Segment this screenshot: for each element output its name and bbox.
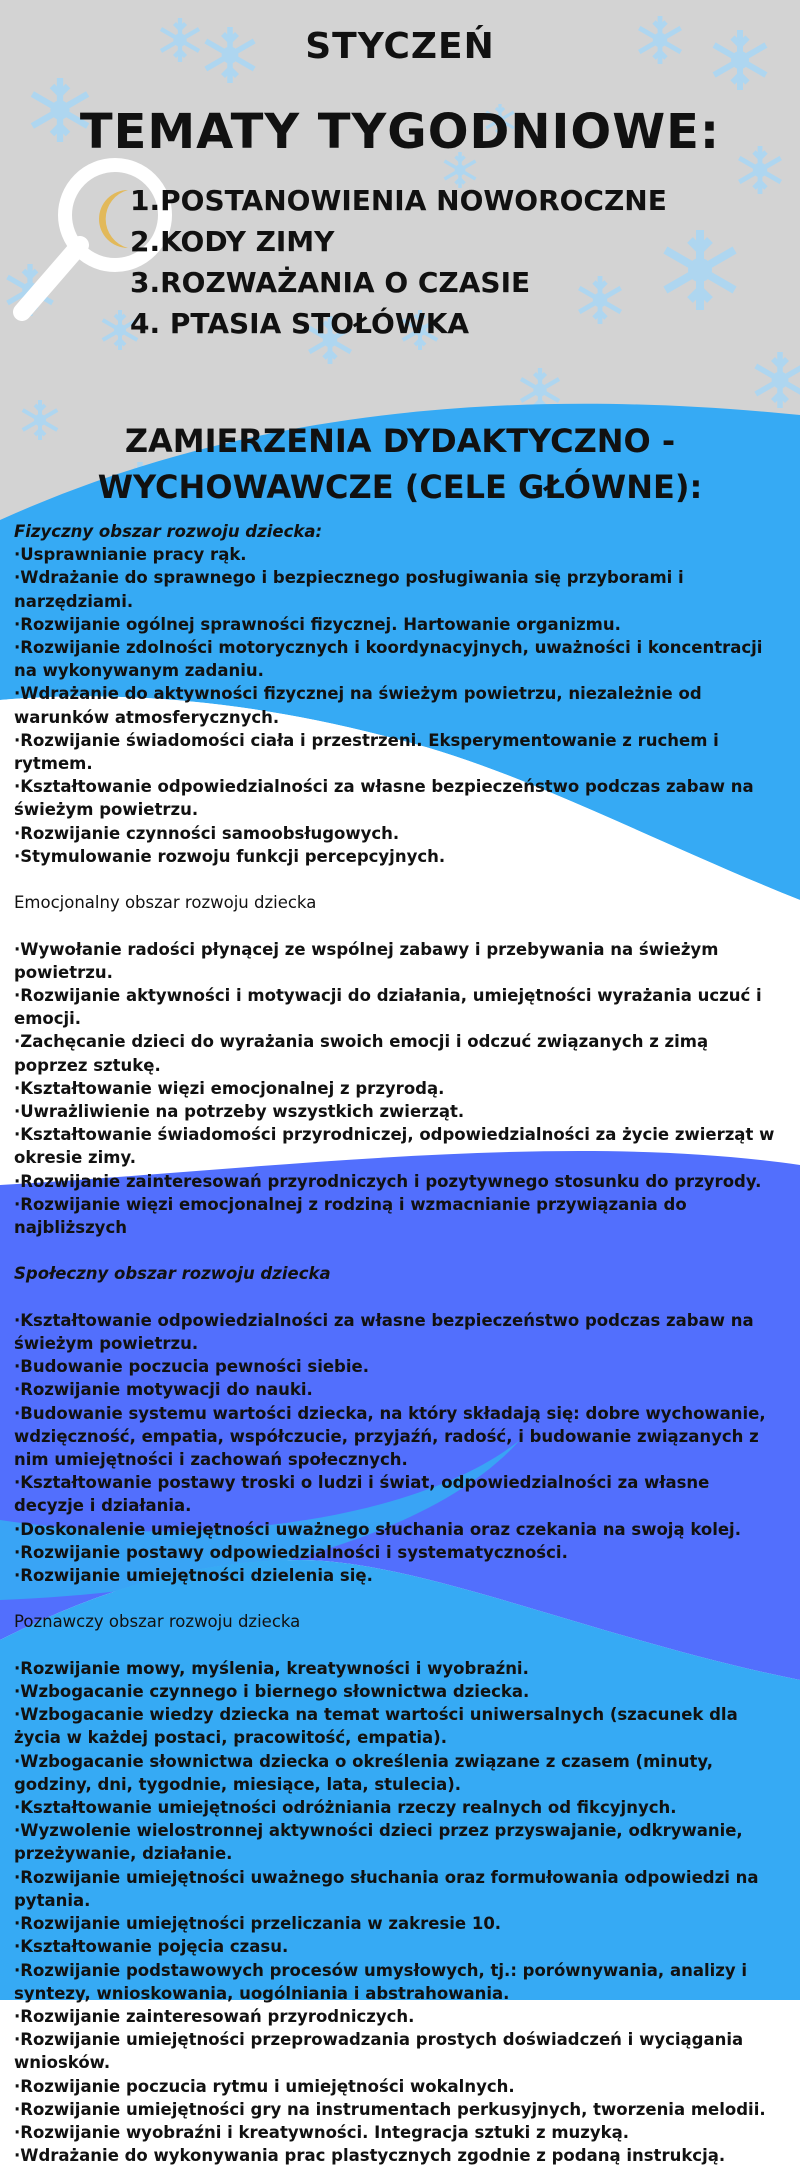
list-item: ·Wywołanie radości płynącej ze wspólnej zabawy i przebywania na świeżym powietrzu.: [14, 939, 719, 982]
list-item: ·Kształtowanie umiejętności odróżniania rzeczy realnych od fikcyjnych.: [14, 1798, 677, 1818]
list-item: ·Rozwijanie wyobraźni i kreatywności. Integracja sztuki z muzyką.: [14, 2122, 629, 2142]
theme-item: 3.ROZWAŻANIA O CZASIE: [130, 266, 531, 299]
list-item: ·Rozwijanie umiejętności uważnego słuchania oraz formułowania odpowiedzi na pytania.: [14, 1867, 759, 1910]
list-item: ·Rozwijanie zainteresowań przyrodniczych i pozytywnego stosunku do przyrody.: [14, 1171, 762, 1191]
list-item: ·Wzbogacanie słownictwa dziecka o określenia związane z czasem (minuty, godziny, dni, tygodnie, miesiące, lata, stulecia).: [14, 1751, 714, 1794]
theme-item: 4. PTASIA STOŁÓWKA: [130, 307, 470, 340]
list-item: ·Stymulowanie rozwoju funkcji percepcyjnych.: [14, 846, 446, 866]
list-item: ·Rozwijanie świadomości ciała i przestrzeni. Eksperymentowanie z ruchem i rytmem.: [14, 730, 719, 774]
physical-section-heading: Fizyczny obszar rozwoju dziecka:: [14, 522, 323, 541]
list-item: ·Wzbogacanie wiedzy dziecka na temat wartości uniwersalnych (szacunek dla życia w każdej postaci, pracowitość, empatia).: [14, 1705, 738, 1748]
list-item: ·Rozwijanie umiejętności dzielenia się.: [14, 1566, 373, 1586]
list-item: ·Uwrażliwienie na potrzeby wszystkich zwierząt.: [14, 1102, 465, 1122]
weekly-themes-title: TEMATY TYGODNIOWE:: [79, 104, 721, 160]
list-item: ·Rozwijanie ogólnej sprawności fizycznej. Hartowanie organizmu.: [14, 614, 621, 634]
list-item: ·Rozwijanie zdolności motorycznych i koordynacyjnych, uważności i koncentracji na wykonywanym zadaniu.: [14, 638, 763, 681]
list-item: ·Wyzwolenie wielostronnej aktywności dzieci przez przyswajanie, odkrywanie, przeżywanie, działanie.: [14, 1821, 743, 1864]
list-item: ·Kształtowanie postawy troski o ludzi i świat, odpowiedzialności za własne decyzje i działania.: [14, 1473, 710, 1516]
list-item: ·Rozwijanie umiejętności przeliczania w zakresie 10.: [14, 1914, 502, 1934]
list-item: ·Rozwijanie poczucia rytmu i umiejętności wokalnych.: [14, 2076, 515, 2096]
list-item: ·Zachęcanie dzieci do wyrażania swoich emocji i odczuć związanych z zimą poprzez sztukę.: [14, 1032, 709, 1075]
list-item: ·Rozwijanie zainteresowań przyrodniczych.: [14, 2006, 415, 2026]
list-item: ·Budowanie poczucia pewności siebie.: [14, 1357, 369, 1377]
list-item: ·Kształtowanie pojęcia czasu.: [14, 1937, 289, 1957]
emotional-section-heading: Emocjonalny obszar rozwoju dziecka: [14, 893, 317, 913]
theme-item: 1.POSTANOWIENIA NOWOROCZNE: [130, 184, 667, 217]
cognitive-section-heading: Poznawczy obszar rozwoju dziecka: [14, 1612, 301, 1632]
list-item: ·Wzbogacanie czynnego i biernego słownictwa dziecka.: [14, 1682, 530, 1702]
theme-item: 2.KODY ZIMY: [130, 225, 335, 258]
list-item: ·Kształtowanie odpowiedzialności za własne bezpieczeństwo podczas zabaw na świeżym powietrzu.: [14, 777, 754, 820]
list-item: ·Rozwijanie więzi emocjonalnej z rodziną i wzmacnianie przywiązania do najbliższych: [14, 1194, 687, 1238]
goals-content: [14, 520, 784, 2167]
list-item: ·Usprawnianie pracy rąk.: [14, 545, 247, 565]
month-title: STYCZEŃ: [305, 26, 495, 67]
list-item: ·Wdrażanie do aktywności fizycznej na świeżym powietrzu, niezależnie od warunków atmosferycznych.: [14, 684, 702, 727]
list-item: ·Wdrażanie do sprawnego i bezpiecznego posługiwania się przyborami i narzędziami.: [14, 568, 684, 611]
list-item: ·Rozwijanie umiejętności przeprowadzania prostych doświadczeń i wyciągania wniosków.: [14, 2030, 744, 2073]
goals-title: [0, 418, 800, 510]
goals-title-line: ZAMIERZENIA DYDAKTYCZNO -: [124, 422, 676, 460]
list-item: ·Kształtowanie odpowiedzialności za własne bezpieczeństwo podczas zabaw na świeżym powietrzu.: [14, 1310, 754, 1354]
social-section-heading: Społeczny obszar rozwoju dziecka: [14, 1264, 331, 1284]
list-item: ·Rozwijanie postawy odpowiedzialności i systematyczności.: [14, 1542, 568, 1562]
list-item: ·Rozwijanie czynności samoobsługowych.: [14, 823, 400, 843]
list-item: ·Rozwijanie umiejętności gry na instrumentach perkusyjnych, tworzenia melodii.: [14, 2099, 766, 2119]
list-item: ·Rozwijanie podstawowych procesów umysłowych, tj.: porównywania, analizy i syntezy, wnioskowania, uogólniania i abstrahowania.: [14, 1960, 748, 2003]
list-item: ·Doskonalenie umiejętności uważnego słuchania oraz czekania na swoją kolej.: [14, 1519, 741, 1539]
goals-title-line: WYCHOWAWCZE (CELE GŁÓWNE):: [97, 468, 703, 506]
list-item: ·Kształtowanie więzi emocjonalnej z przyrodą.: [14, 1078, 445, 1098]
list-item: ·Wdrażanie do wykonywania prac plastycznych zgodnie z podaną instrukcją.: [14, 2146, 726, 2166]
list-item: ·Rozwijanie aktywności i motywacji do działania, umiejętności wyrażania uczuć i emocji.: [14, 986, 762, 1029]
weekly-themes-list: [130, 180, 667, 344]
list-item: ·Rozwijanie motywacji do nauki.: [14, 1380, 313, 1400]
list-item: ·Kształtowanie świadomości przyrodniczej, odpowiedzialności za życie zwierząt w okresie zimy.: [14, 1125, 775, 1168]
list-item: ·Rozwijanie mowy, myślenia, kreatywności i wyobraźni.: [14, 1658, 529, 1678]
list-item: ·Budowanie systemu wartości dziecka, na który składają się: dobre wychowanie, wdzięczność, empatia, współczucie, przyjaźń, radość, i budowanie związanych z nim umiejętności i zachowań społecznych.: [14, 1403, 766, 1470]
